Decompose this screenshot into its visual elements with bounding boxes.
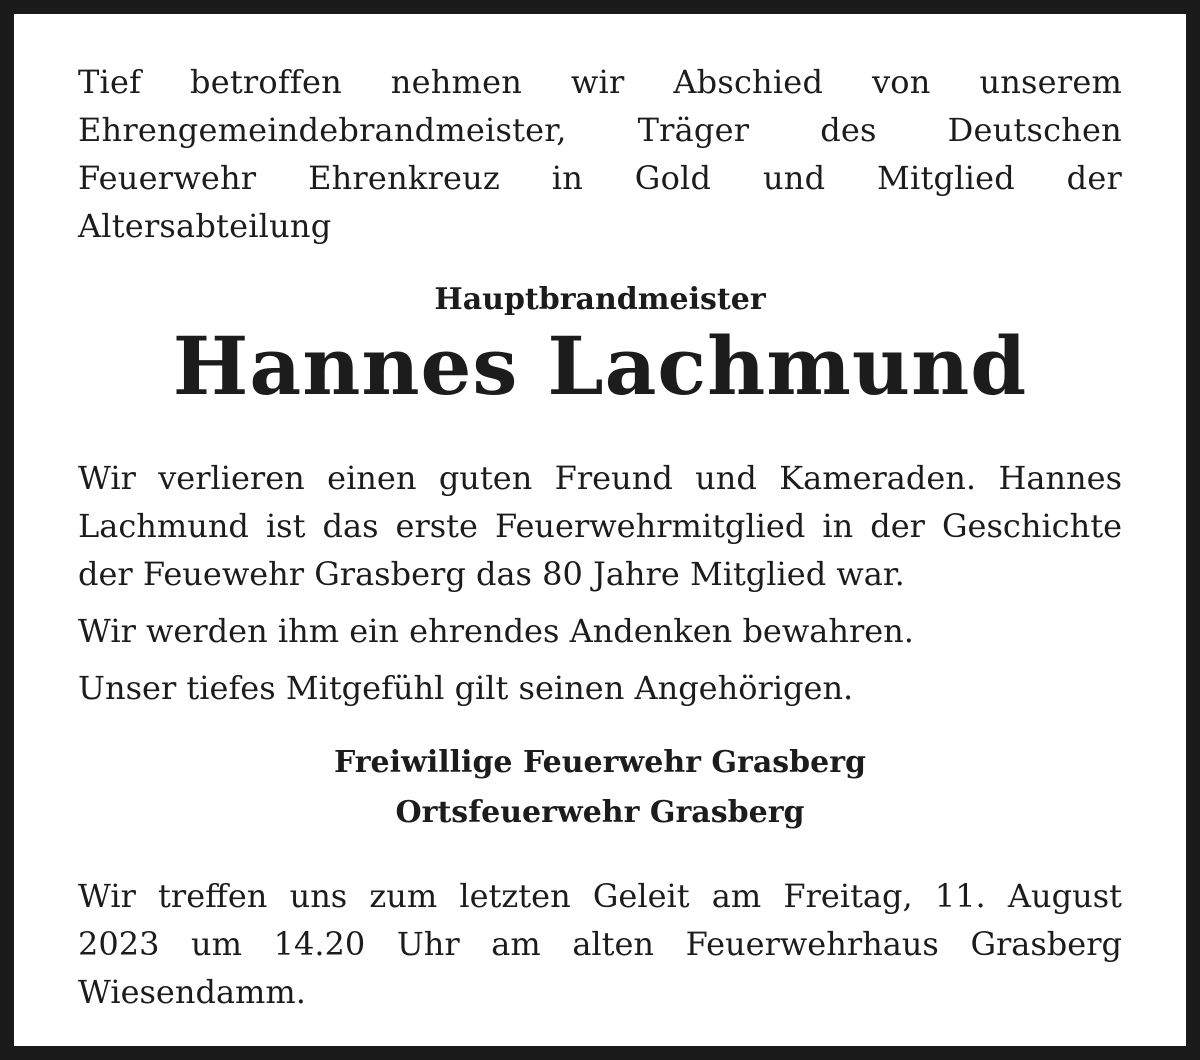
remembrance-line: Wir werden ihm ein ehrendes Andenken bewahren.: [78, 612, 914, 650]
organization-subunit: Ortsfeuerwehr Grasberg: [395, 795, 805, 830]
signature-block: [78, 738, 1122, 838]
funeral-details-paragraph: Wir treffen uns zum letzten Geleit am Freitag, 11. August 2023 um 14.20 Uhr am alten Feuerwehrhaus Grasberg Wiesendamm.: [78, 877, 1122, 1011]
deceased-name: Hannes Lachmund: [172, 319, 1028, 413]
organization-name: Freiwillige Feuerwehr Grasberg: [333, 745, 866, 780]
intro-paragraph: Tief betroffen nehmen wir Abschied von unserem Ehrengemeindebrandmeister, Träger des Deutschen Feuerwehr Ehrenkreuz in Gold und Mitglied der Altersabteilung: [78, 63, 1122, 245]
tribute-paragraph: Wir verlieren einen guten Freund und Kameraden. Hannes Lachmund ist das erste Feuerwehrmitglied in der Geschichte der Feuewehr Grasberg das 80 Jahre Mitglied war.: [78, 459, 1122, 593]
condolence-line: Unser tiefes Mitgefühl gilt seinen Angehörigen.: [78, 669, 854, 707]
notice-content: [78, 58, 1122, 1016]
deceased-rank: Hauptbrandmeister: [434, 282, 766, 317]
